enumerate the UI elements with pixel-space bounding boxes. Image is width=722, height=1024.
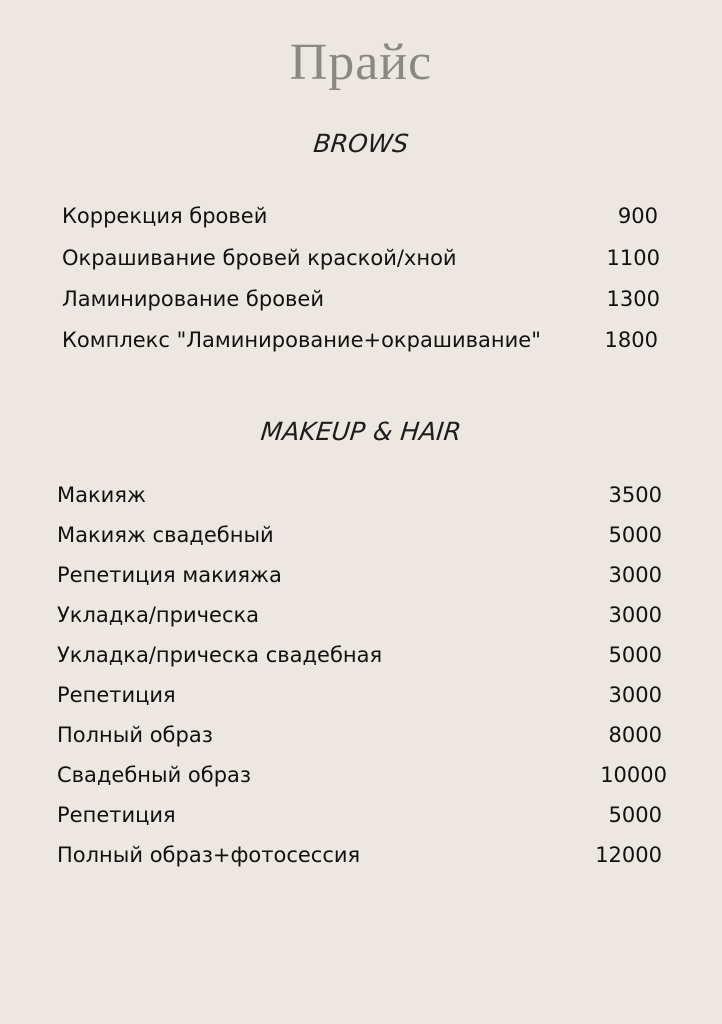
service-price: 3000 (608, 563, 662, 587)
service-price: 5000 (608, 523, 662, 547)
service-name: Макияж (57, 483, 146, 507)
section-heading-makeup-hair: MAKEUP & HAIR (259, 417, 463, 446)
service-price: 5000 (608, 643, 662, 667)
service-name: Свадебный образ (57, 763, 252, 787)
service-name: Макияж свадебный (57, 523, 274, 547)
price-row (62, 323, 672, 357)
page-title: Прайс (289, 34, 433, 91)
service-price: 1800 (604, 328, 658, 352)
service-name: Репетиция (57, 683, 176, 707)
service-name: Ламинирование бровей (62, 287, 324, 311)
price-row (57, 678, 672, 712)
service-price: 12000 (595, 843, 662, 867)
price-row (57, 838, 672, 872)
price-row (62, 241, 672, 275)
price-row (62, 199, 672, 233)
service-name: Репетиция (57, 803, 176, 827)
service-price: 10000 (600, 763, 667, 787)
service-name: Окрашивание бровей краской/хной (62, 246, 457, 270)
service-name: Укладка/прическа свадебная (57, 643, 383, 667)
price-row (57, 478, 672, 512)
service-price: 5000 (608, 803, 662, 827)
price-row (57, 718, 672, 752)
service-name: Укладка/прическа (57, 603, 260, 627)
service-name: Коррекция бровей (62, 204, 268, 228)
service-price: 8000 (608, 723, 662, 747)
service-name: Полный образ (57, 723, 213, 747)
price-row (57, 518, 672, 552)
price-row (57, 558, 672, 592)
service-name: Полный образ+фотосессия (57, 843, 361, 867)
service-name: Комплекс "Ламинирование+окрашивание" (62, 328, 541, 352)
price-row (57, 638, 672, 672)
service-price: 1100 (606, 246, 660, 270)
service-price: 1300 (606, 287, 660, 311)
service-price: 900 (617, 204, 658, 228)
service-name: Репетиция макияжа (57, 563, 282, 587)
price-row (57, 598, 672, 632)
section-heading-brows: BROWS (312, 129, 410, 158)
price-row (62, 282, 672, 316)
service-price: 3000 (608, 683, 662, 707)
service-price: 3000 (608, 603, 662, 627)
price-row (57, 798, 672, 832)
service-price: 3500 (608, 483, 662, 507)
price-row (57, 758, 672, 792)
